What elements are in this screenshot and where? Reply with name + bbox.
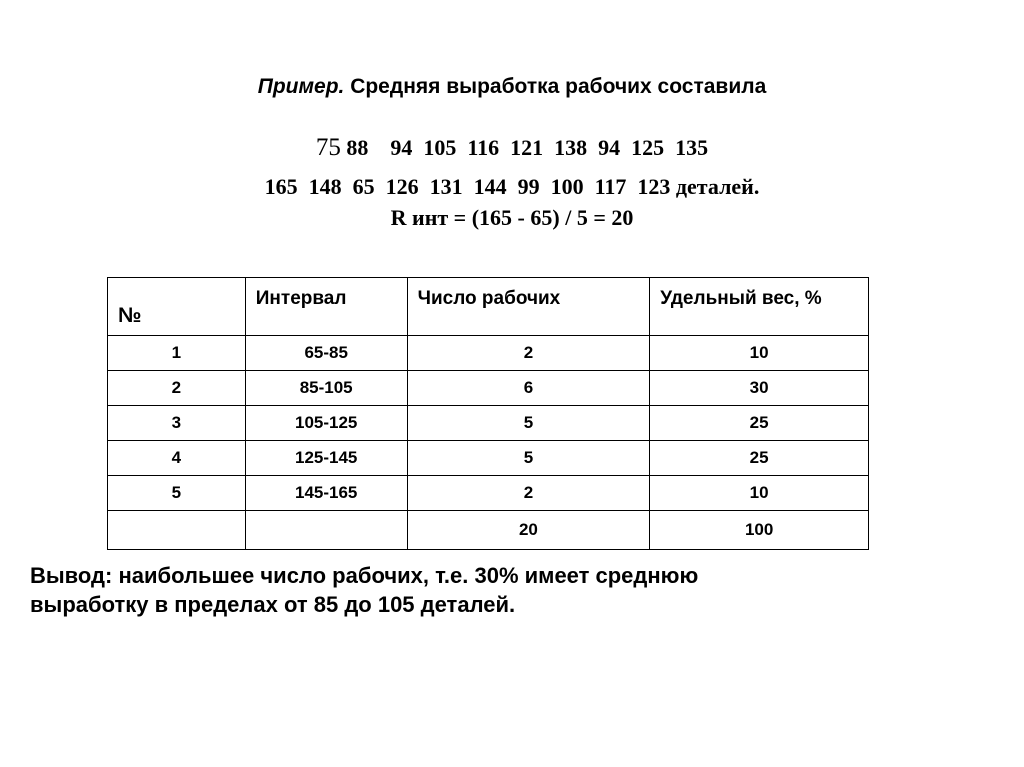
header-worker-count: Число рабочих	[407, 278, 650, 336]
example-title: Средняя выработка рабочих составила	[344, 75, 767, 98]
table-row	[108, 406, 869, 441]
table-row	[108, 336, 869, 371]
row-number: 2	[108, 371, 246, 406]
total-interval	[245, 511, 407, 550]
table-header-row	[108, 278, 869, 336]
conclusion-line-1: Вывод: наибольшее число рабочих, т.е. 30% имеет среднюю	[30, 563, 699, 588]
row-share-percent: 30	[650, 371, 869, 406]
values-line-1	[0, 132, 1024, 164]
row-number: 3	[108, 406, 246, 441]
header-interval: Интервал	[245, 278, 407, 336]
row-number: 4	[108, 441, 246, 476]
row-share-percent: 25	[650, 406, 869, 441]
header-share-percent: Удельный вес, %	[650, 278, 869, 336]
table-total-row	[108, 511, 869, 550]
values-line-2: 165 148 65 126 131 144 99 100 117 123 деталей.	[264, 174, 760, 199]
row-interval: 105-125	[245, 406, 407, 441]
row-interval: 125-145	[245, 441, 407, 476]
row-worker-count: 2	[407, 476, 650, 511]
row-worker-count: 5	[407, 406, 650, 441]
row-worker-count: 5	[407, 441, 650, 476]
conclusion-line-2: выработку в пределах от 85 до 105 деталей.	[30, 592, 516, 617]
row-interval: 65-85	[245, 336, 407, 371]
row-share-percent: 10	[650, 476, 869, 511]
row-interval: 145-165	[245, 476, 407, 511]
row-number: 5	[108, 476, 246, 511]
header-number: №	[108, 278, 246, 336]
row-share-percent: 10	[650, 336, 869, 371]
row-share-percent: 25	[650, 441, 869, 476]
interval-table	[107, 277, 869, 550]
example-heading	[0, 72, 1024, 102]
row-interval: 85-105	[245, 371, 407, 406]
table-row	[108, 441, 869, 476]
values-line-1-rest: 88 94 105 116 121 138 94 125 135	[340, 135, 709, 160]
example-label: Пример.	[257, 75, 345, 98]
total-number	[108, 511, 246, 550]
row-worker-count: 6	[407, 371, 650, 406]
table-row	[108, 476, 869, 511]
row-number: 1	[108, 336, 246, 371]
interval-formula: R инт = (165 - 65) / 5 = 20	[390, 205, 634, 230]
total-worker-count: 20	[407, 511, 650, 550]
values-line-1-first: 75	[315, 134, 341, 161]
total-share-percent: 100	[650, 511, 869, 550]
conclusion	[30, 561, 1010, 619]
table-row	[108, 371, 869, 406]
row-worker-count: 2	[407, 336, 650, 371]
